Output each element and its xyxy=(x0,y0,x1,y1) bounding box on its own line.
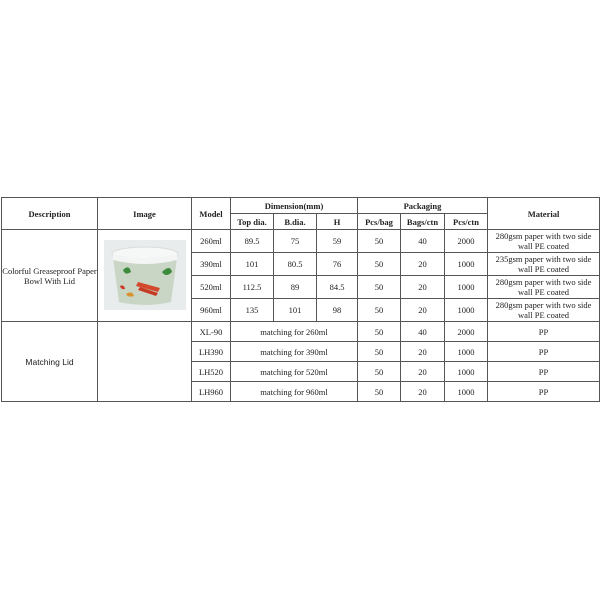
lid-row xyxy=(2,322,600,342)
cell-h: 98 xyxy=(317,299,358,322)
cell-b-dia: 101 xyxy=(274,299,317,322)
cell-model: LH390 xyxy=(192,342,231,362)
cell-material: 280gsm paper with two side wall PE coated xyxy=(488,230,600,253)
cell-b-dia: 80.5 xyxy=(274,253,317,276)
cell-model: LH520 xyxy=(192,362,231,382)
cell-pcs-bag: 50 xyxy=(358,382,401,402)
cell-h: 76 xyxy=(317,253,358,276)
cell-bags-ctn: 20 xyxy=(401,299,445,322)
cell-material: 235gsm paper with two side wall PE coated xyxy=(488,253,600,276)
header-h: H xyxy=(317,214,358,230)
cell-material: PP xyxy=(488,382,600,402)
cell-material: PP xyxy=(488,342,600,362)
cell-material: PP xyxy=(488,322,600,342)
cell-pcs-ctn: 1000 xyxy=(445,342,488,362)
cell-bags-ctn: 20 xyxy=(401,382,445,402)
cell-pcs-ctn: 1000 xyxy=(445,299,488,322)
header-pcs-ctn: Pcs/ctn xyxy=(445,214,488,230)
product-spec-table xyxy=(1,197,600,402)
cell-bags-ctn: 40 xyxy=(401,322,445,342)
cell-model: LH960 xyxy=(192,382,231,402)
bowl-description: Colorful Greaseproof Paper Bowl With Lid xyxy=(2,230,98,322)
cell-dimension: matching for 260ml xyxy=(231,322,358,342)
cell-bags-ctn: 20 xyxy=(401,276,445,299)
cell-bags-ctn: 20 xyxy=(401,362,445,382)
cell-material: PP xyxy=(488,362,600,382)
header-packaging: Packaging xyxy=(358,198,488,214)
cell-pcs-bag: 50 xyxy=(358,342,401,362)
cell-pcs-bag: 50 xyxy=(358,276,401,299)
cell-pcs-ctn: 1000 xyxy=(445,276,488,299)
cell-model: 260ml xyxy=(192,230,231,253)
header-description: Description xyxy=(2,198,98,230)
cell-top-dia: 101 xyxy=(231,253,274,276)
cell-model: 520ml xyxy=(192,276,231,299)
lid-description: Matching Lid xyxy=(2,322,98,402)
cell-model: XL-90 xyxy=(192,322,231,342)
cell-pcs-bag: 50 xyxy=(358,253,401,276)
cell-top-dia: 135 xyxy=(231,299,274,322)
header-b-dia: B.dia. xyxy=(274,214,317,230)
cell-material: 280gsm paper with two side wall PE coated xyxy=(488,276,600,299)
cell-dimension: matching for 390ml xyxy=(231,342,358,362)
paper-bowl-image-icon xyxy=(104,240,186,310)
cell-model: 390ml xyxy=(192,253,231,276)
cell-bags-ctn: 40 xyxy=(401,230,445,253)
cell-model: 960ml xyxy=(192,299,231,322)
cell-pcs-ctn: 1000 xyxy=(445,253,488,276)
cell-top-dia: 112.5 xyxy=(231,276,274,299)
header-model: Model xyxy=(192,198,231,230)
cell-b-dia: 89 xyxy=(274,276,317,299)
cell-pcs-bag: 50 xyxy=(358,299,401,322)
bowl-image-cell xyxy=(98,230,192,322)
cell-pcs-bag: 50 xyxy=(358,362,401,382)
cell-pcs-bag: 50 xyxy=(358,230,401,253)
header-bags-ctn: Bags/ctn xyxy=(401,214,445,230)
cell-bags-ctn: 20 xyxy=(401,342,445,362)
header-pcs-bag: Pcs/bag xyxy=(358,214,401,230)
cell-bags-ctn: 20 xyxy=(401,253,445,276)
cell-pcs-ctn: 2000 xyxy=(445,230,488,253)
cell-b-dia: 75 xyxy=(274,230,317,253)
cell-pcs-ctn: 1000 xyxy=(445,382,488,402)
header-top-dia: Top dia. xyxy=(231,214,274,230)
bowl-row xyxy=(2,230,600,253)
cell-dimension: matching for 520ml xyxy=(231,362,358,382)
cell-dimension: matching for 960ml xyxy=(231,382,358,402)
cell-pcs-ctn: 1000 xyxy=(445,362,488,382)
cell-material: 280gsm paper with two side wall PE coated xyxy=(488,299,600,322)
header-image: Image xyxy=(98,198,192,230)
cell-h: 59 xyxy=(317,230,358,253)
header-material: Material xyxy=(488,198,600,230)
lid-image-cell xyxy=(98,322,192,402)
cell-pcs-ctn: 2000 xyxy=(445,322,488,342)
cell-h: 84.5 xyxy=(317,276,358,299)
cell-top-dia: 89.5 xyxy=(231,230,274,253)
cell-pcs-bag: 50 xyxy=(358,322,401,342)
header-row-1 xyxy=(2,198,600,214)
header-dimension: Dimension(mm) xyxy=(231,198,358,214)
